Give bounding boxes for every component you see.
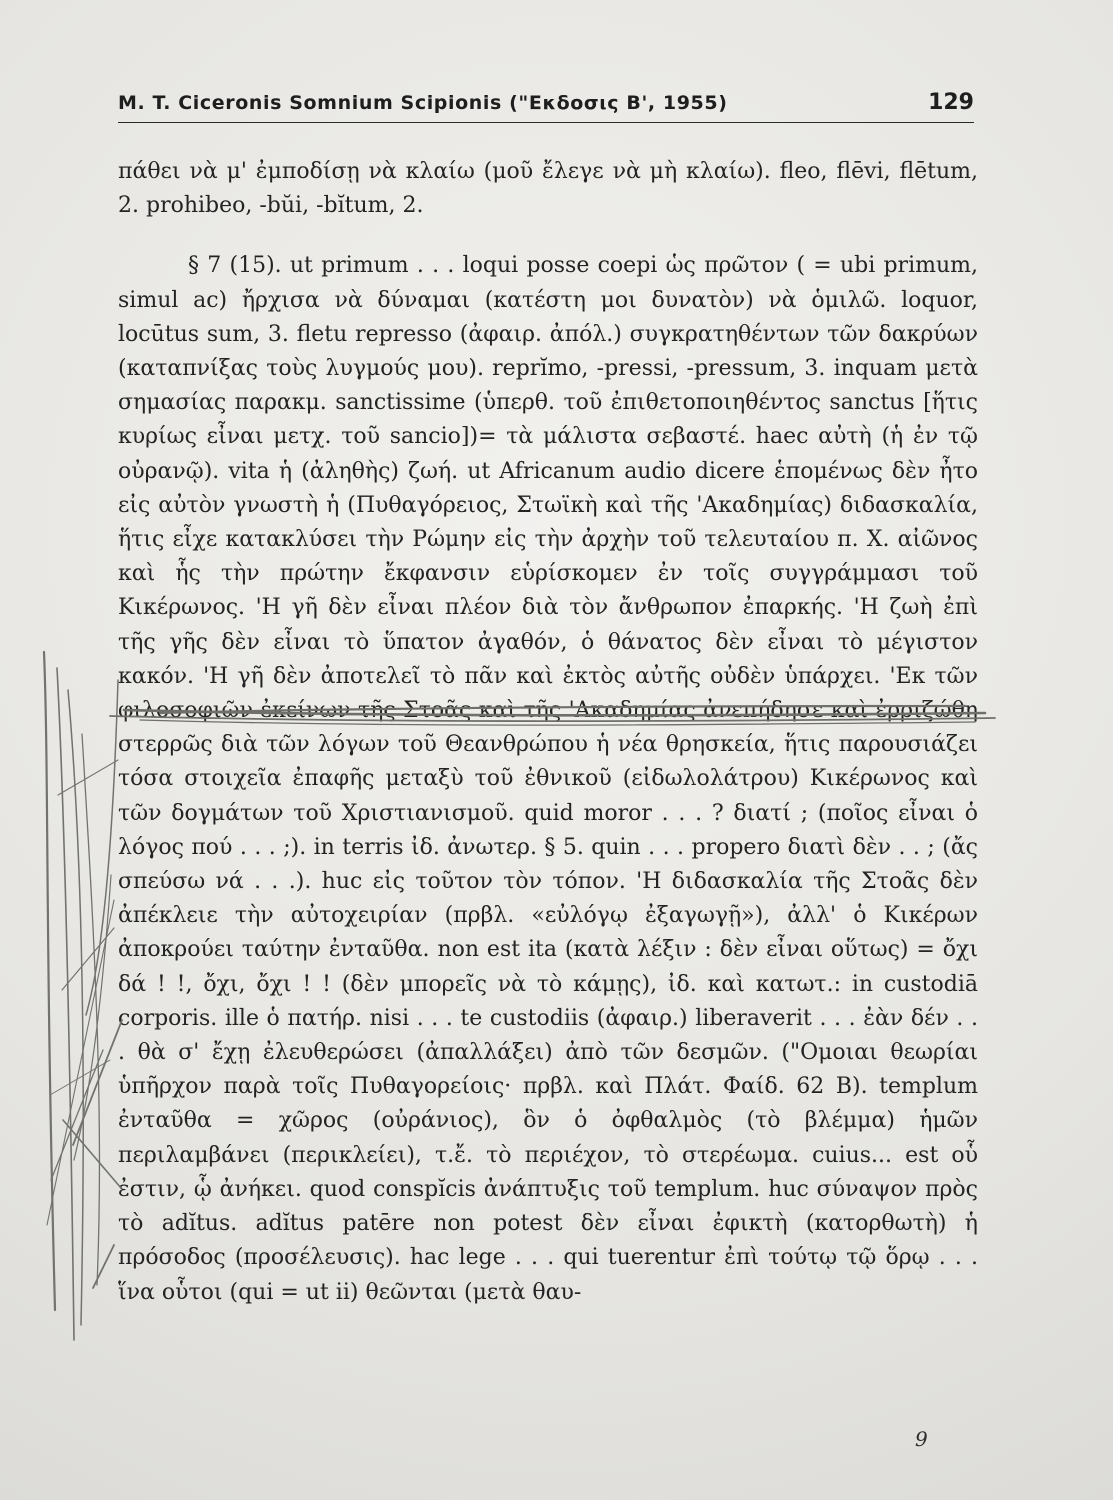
margin-stroke-12	[58, 760, 118, 795]
margin-stroke-4	[82, 734, 99, 1285]
margin-stroke-1	[44, 652, 55, 1310]
paragraph-1: πάθει νὰ μ' ἐμποδίσῃ νὰ κλαίω (μοῦ ἔλεγε νὰ μὴ κλαίω). fleo, flēvi, flētum, 2. prohibeo, -bŭi, -bĭtum, 2.	[118, 159, 978, 219]
signature-folio: 9	[915, 1427, 928, 1451]
margin-stroke-6	[74, 875, 111, 1160]
margin-stroke-9	[63, 1120, 121, 1188]
paragraph-2: § 7 (15). ut primum . . . loqui posse coepi ὡς πρῶτον ( = ubi primum, simul ac) ἤρχισα νὰ δύναμαι (κατέστη μοι δυνατὸν) νὰ ὁμιλῶ. loquor, locūtus sum, 3. fletu represso (ἀφαιρ. ἀπόλ.) συγκρατηθέντων τῶν δακρύων (καταπνίξας τοὺς λυγμούς μου). reprĭmo, -pressi, -pressum, 3. inquam μετὰ σημασίας παρακμ. sanctissime (ὑπερθ. τοῦ ἐπιθετοποιηθέντος sanctus [ἥτις κυρίως εἶναι μετχ. τοῦ sancio])= τὰ μάλιστα σεβαστέ. haec αὐτὴ (ἡ ἐν τῷ οὐρανῷ). vita ἡ (ἀληθὴς) ζωή. ut Africanum audio dicere ἑπομένως δὲν ἦτο εἰς αὐτὸν γνωστὴ ἡ (Πυθαγόρειος, Στωϊκὴ καὶ τῆς 'Ακαδημίας) διδασκαλία, ἥτις εἶχε κατακλύσει τὴν Ρώμην εἰς τὴν ἀρχὴν τοῦ τελευταίου π. Χ. αἰῶνος καὶ ἧς τὴν πρώτην ἔκφανσιν εὑρίσκομεν ἐν τοῖς συγγράμμασι τοῦ Κικέρωνος. 'Η γῆ δὲν εἶναι πλέον διὰ τὸν ἄνθρωπον ἐπαρκής. 'Η ζωὴ ἐπὶ τῆς γῆς δὲν εἶναι τὸ ὕπατον ἀγαθόν, ὁ θάνατος δὲν εἶναι τὸ μέγιστον κακόν. 'Η γῆ δὲν ἀποτελεῖ τὸ πᾶν καὶ ἐκτὸς αὐτῆς οὐδὲν ὑπάρχει. 'Εκ τῶν φιλοσοφιῶν ἐκείνων τῆς Στοᾶς καὶ τῆς 'Ακαδημίας ἀνεπήδησε καὶ ἐρριζώθη στερρῶς διὰ τῶν λόγων τοῦ Θεανθρώπου ἡ νέα θρησκεία, ἥτις παρουσιάζει τόσα στοιχεῖα ἐπαφῆς μεταξὺ τοῦ ἐθνικοῦ (εἰδωλολάτρου) Κικέρωνος καὶ τῶν δογμάτων τοῦ Χριστιανισμοῦ. quid moror . . . ? διατί ; (ποῖος εἶναι ὁ λόγος πού . . . ;). in terris ἰδ. ἀνωτερ. § 5. quin . . . propero διατὶ δὲν . . ; (ἄς σπεύσω νά . . .). huc εἰς τοῦτον τὸν τόπον. 'Η διδασκαλία τῆς Στοᾶς δὲν ἀπέκλειε τὴν αὐτοχειρίαν (πρβλ. «εὐλόγῳ ἐξαγωγῇ»), ἀλλ' ὁ Κικέρων ἀποκρούει ταύτην ἐνταῦθα. non est ita (κατὰ λέξιν : δὲν εἶναι οὕτως) = ὄχι δά ! !, ὄχι, ὄχι ! ! (δὲν μπορεῖς νὰ τὸ κάμῃς), ἰδ. καὶ κατωτ.: in custodiā corporis. ille ὁ πατήρ. nisi . . . te custodiis (ἀφαιρ.) liberaverit . . . ἐὰν δέν . . . θὰ σ' ἔχῃ ἐλευθερώσει (ἀπαλλάξει) ἀπὸ τῶν δεσμῶν. ("Ομοιαι θεωρίαι ὑπῆρχον παρὰ τοῖς Πυθαγορείοις· πρβλ. καὶ Πλάτ. Φαίδ. 62 Β). templum ἐνταῦθα = χῶρος (οὐράνιος), ὃν ὁ ὀφθαλμὸς (τὸ βλέμμα) ἡμῶν περιλαμβάνει (περικλείει), τ.ἔ. τὸ περιέχον, τὸ στερέωμα. cuius... est οὗ ἐστιν, ᾧ ἀνήκει. quod conspĭcis ἀνάπτυξις τοῦ templum. huc σύναψον πρὸς τὸ adĭtus. adĭtus patēre non potest δὲν εἶναι ἐφικτὴ (κατορθωτὴ) ἡ πρόσοδος (προσέλευσις). hac lege . . . qui tuerentur ἐπὶ τούτῳ τῷ ὅρῳ . . . ἵνα οὗτοι (qui = ut ii) θεῶνται (μετὰ θαυ-	[118, 253, 978, 1305]
margin-stroke-7	[73, 1020, 122, 1145]
margin-stroke-10	[47, 900, 114, 1225]
body-text	[118, 155, 978, 1336]
margin-stroke-3	[68, 690, 83, 1325]
margin-stroke-11	[93, 1245, 114, 1288]
running-head: M. T. Ciceronis Somnium Scipionis ("Εκδοσις Β', 1955)	[118, 92, 728, 114]
page-number: 129	[928, 90, 974, 115]
margin-stroke-5	[86, 680, 118, 1015]
margin-stroke-2	[57, 668, 74, 1340]
margin-stroke-14	[50, 1060, 110, 1095]
pencil-margin-sketch	[44, 652, 122, 1340]
page-header	[118, 82, 974, 123]
margin-stroke-13	[62, 928, 114, 990]
margin-stroke-8	[51, 1050, 103, 1180]
